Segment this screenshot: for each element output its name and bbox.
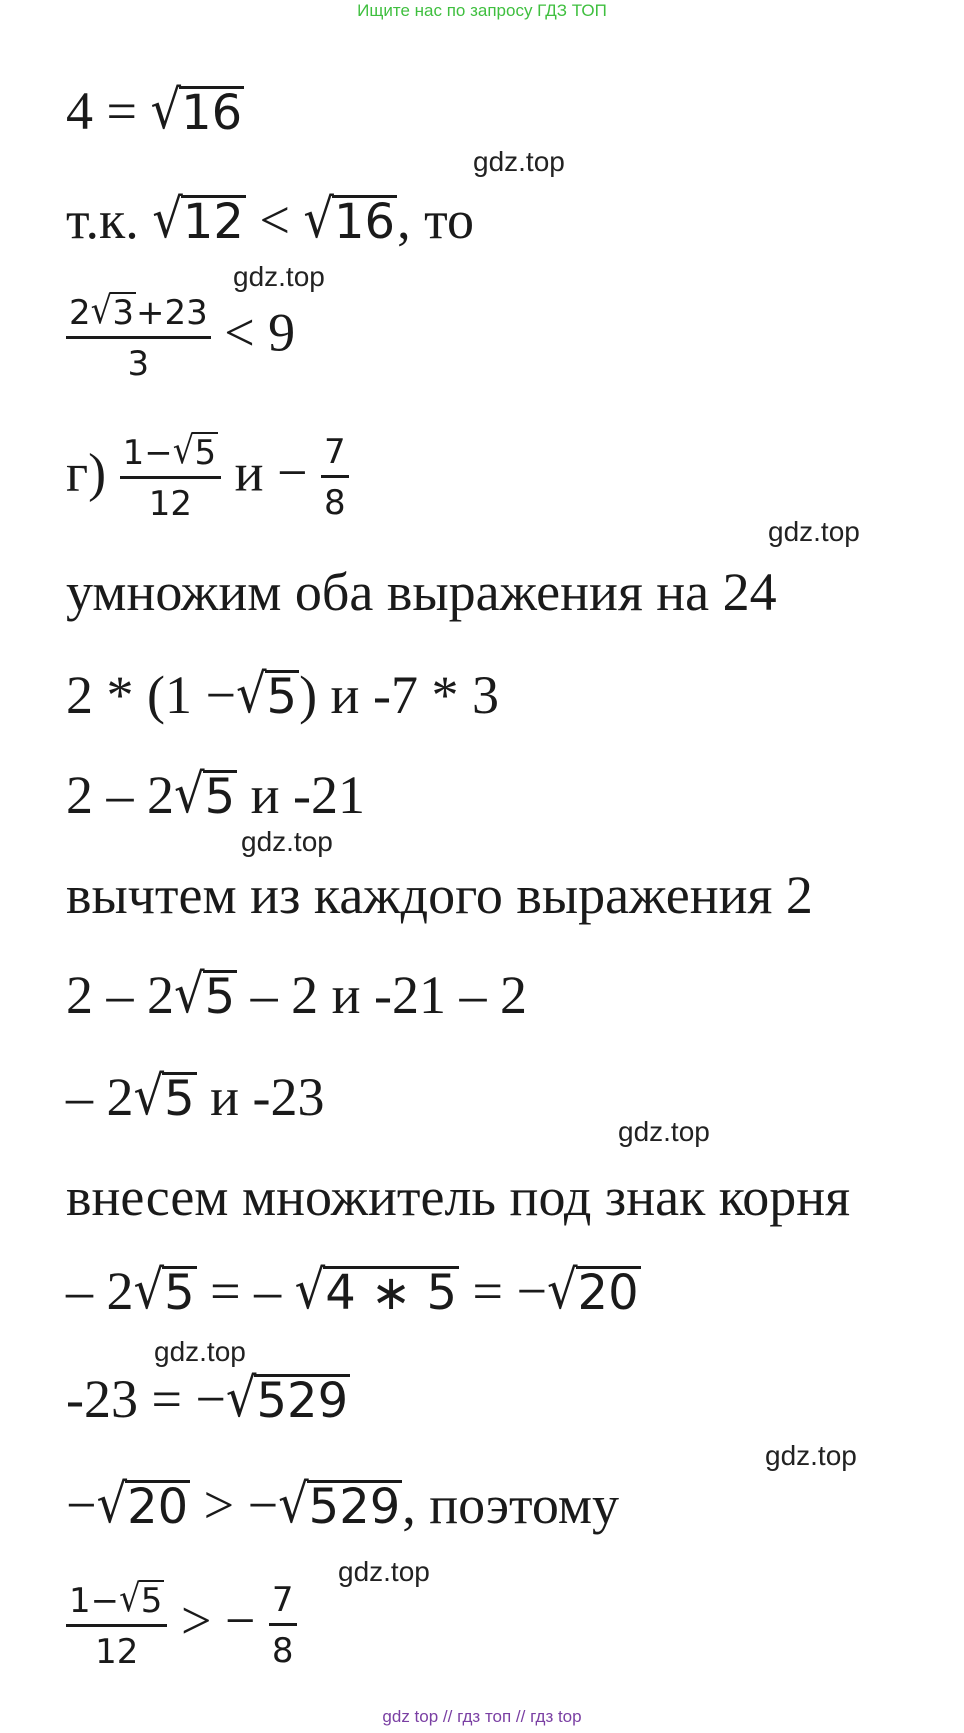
line-11: внесем множитель под знак корня [66,1167,851,1227]
footer-links: gdz top // гдз топ // гдз top [382,1707,582,1726]
watermark: gdz.top [338,1556,430,1587]
radical: √20 [96,1472,189,1536]
watermark: gdz.top [618,1116,710,1147]
line-15: $\frac{1-√5}{12}$ > − $\frac{7}{8}$ [66,1580,297,1672]
watermark: gdz.top [241,826,333,857]
line-10: – 2√5 и -23 [66,1064,325,1128]
radical: √16 [150,78,243,142]
top-banner: Ищите нас по запросу ГДЗ ТОП [357,1,607,20]
line-4: г) $\frac{1-√5}{12}$ и − $\frac{7}{8}$ [66,432,349,524]
fraction: $\frac{7}{8}$ [269,1581,297,1671]
watermark: gdz.top [473,146,565,177]
radical: √529 [278,1472,401,1536]
line-13: -23 = −√529 [66,1366,349,1430]
radical: √16 [303,187,396,251]
line-7: 2 – 2√5 и -21 [66,762,366,826]
fraction: $\frac{7}{8}$ [321,433,349,523]
line-6: 2 * (1 −√5) и -7 * 3 [66,662,499,726]
line-1: 4 = √16 [66,78,243,142]
watermark: gdz.top [233,261,325,292]
line-5: умножим оба выражения на 24 [66,562,777,622]
fraction: $\frac{2√3+23}{3}$ [66,292,211,384]
line-2: т.к. √12 < √16, то [66,187,474,251]
radical: √5 [174,762,236,826]
watermark: gdz.top [154,1336,246,1367]
watermark: gdz.top [765,1440,857,1471]
line-8: вычтем из каждого выражения 2 [66,865,813,925]
fraction: $\frac{1-√5}{12}$ [120,432,221,524]
radical: √5 [174,962,236,1026]
radical: √529 [225,1366,349,1430]
watermark: gdz.top [768,516,860,547]
radical: √4 ∗ 5 [294,1258,458,1322]
radical: √5 [133,1064,195,1128]
line-3: $\frac{2√3+23}{3}$ < 9 [66,292,295,384]
line-9: 2 – 2√5 – 2 и -21 – 2 [66,962,528,1026]
radical: √12 [152,187,244,251]
radical: √20 [546,1258,639,1322]
line-14: −√20 > −√529, поэтому [66,1472,620,1536]
radical: √5 [235,662,298,726]
line-12: – 2√5 = – √4 ∗ 5 = −√20 [66,1258,639,1322]
radical: √5 [133,1258,195,1322]
fraction: $\frac{1-√5}{12}$ [66,1580,167,1672]
